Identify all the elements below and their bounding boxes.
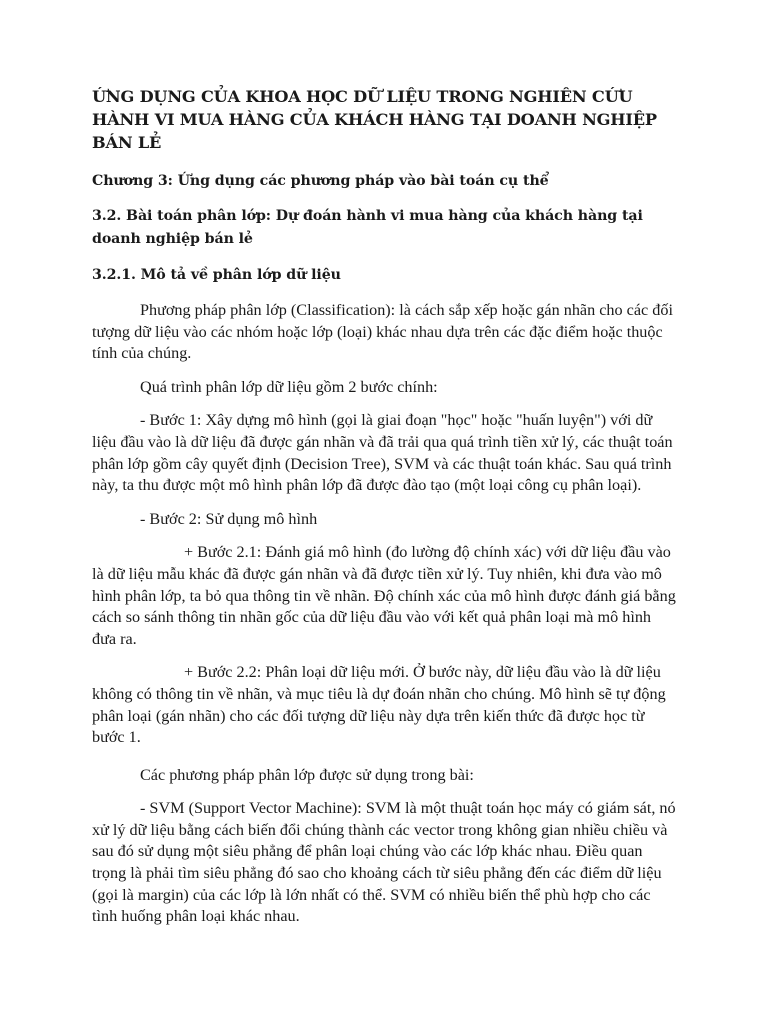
subsection-heading: 3.2.1. Mô tả về phân lớp dữ liệu: [92, 267, 341, 283]
document-title: ỨNG DỤNG CỦA KHOA HỌC DỮ LIỆU TRONG NGHIÊN CỨU HÀNH VI MUA HÀNG CỦA KHÁCH HÀNG TẠI DOANH NGHIỆP BÁN LẺ: [92, 87, 657, 152]
paragraph-step-2: - Bước 2: Sử dụng mô hình: [140, 509, 318, 528]
paragraph-svm: - SVM (Support Vector Machine): SVM là một thuật toán học máy có giám sát, nó xử lý dữ liệu bằng cách biến đổi chúng thành các vector trong không gian nhiều chiều và sau đó sử dụng một siêu phẳng để phân loại chúng vào các lớp khác nhau. Điều quan trọng là phải tìm siêu phẳng đó sao cho khoảng cách từ siêu phẳng đến các điểm dữ liệu (gọi là margin) của các lớp là lớn nhất có thể. SVM có nhiều biến thể phù hợp cho các tình huống phân loại khác nhau.: [92, 799, 676, 926]
section-heading: 3.2. Bài toán phân lớp: Dự đoán hành vi mua hàng của khách hàng tại doanh nghiệp bán lẻ: [92, 208, 643, 247]
paragraph-classification-definition: Phương pháp phân lớp (Classification): là cách sắp xếp hoặc gán nhãn cho các đối tượng dữ liệu vào các nhóm hoặc lớp (loại) khác nhau dựa trên các đặc điểm hoặc thuộc tính của chúng.: [92, 301, 673, 363]
paragraph-process-intro: Quá trình phân lớp dữ liệu gồm 2 bước chính:: [140, 377, 438, 396]
paragraph-step-2-1: + Bước 2.1: Đánh giá mô hình (đo lường độ chính xác) với dữ liệu đầu vào là dữ liệu mẫu khác đã được gán nhãn và đã được tiền xử lý. Tuy nhiên, khi đưa vào mô hình phân lớp, ta bỏ qua thông tin về nhãn. Độ chính xác của mô hình được đánh giá bằng cách so sánh thông tin nhãn gốc của dữ liệu đầu vào với kết quả phân loại mà mô hình đưa ra.: [92, 543, 676, 648]
paragraph-step-1: - Bước 1: Xây dựng mô hình (gọi là giai đoạn "học" hoặc "huấn luyện") với dữ liệu đầu vào là dữ liệu đã được gán nhãn và đã trải qua quá trình tiền xử lý, các thuật toán phân lớp gồm cây quyết định (Decision Tree), SVM và các thuật toán khác. Sau quá trình này, ta thu được một mô hình phân lớp đã được đào tạo (một loại công cụ phân loại).: [92, 411, 673, 495]
paragraph-step-2-2: + Bước 2.2: Phân loại dữ liệu mới. Ở bước này, dữ liệu đầu vào là dữ liệu không có thông tin về nhãn, và mục tiêu là dự đoán nhãn cho chúng. Mô hình sẽ tự động phân loại (gán nhãn) cho các đối tượng dữ liệu này dựa trên kiến thức đã được học từ bước 1.: [92, 663, 666, 747]
chapter-heading: Chương 3: Ứng dụng các phương pháp vào bài toán cụ thể: [92, 173, 549, 189]
paragraph-methods-intro: Các phương pháp phân lớp được sử dụng trong bài:: [140, 765, 474, 784]
